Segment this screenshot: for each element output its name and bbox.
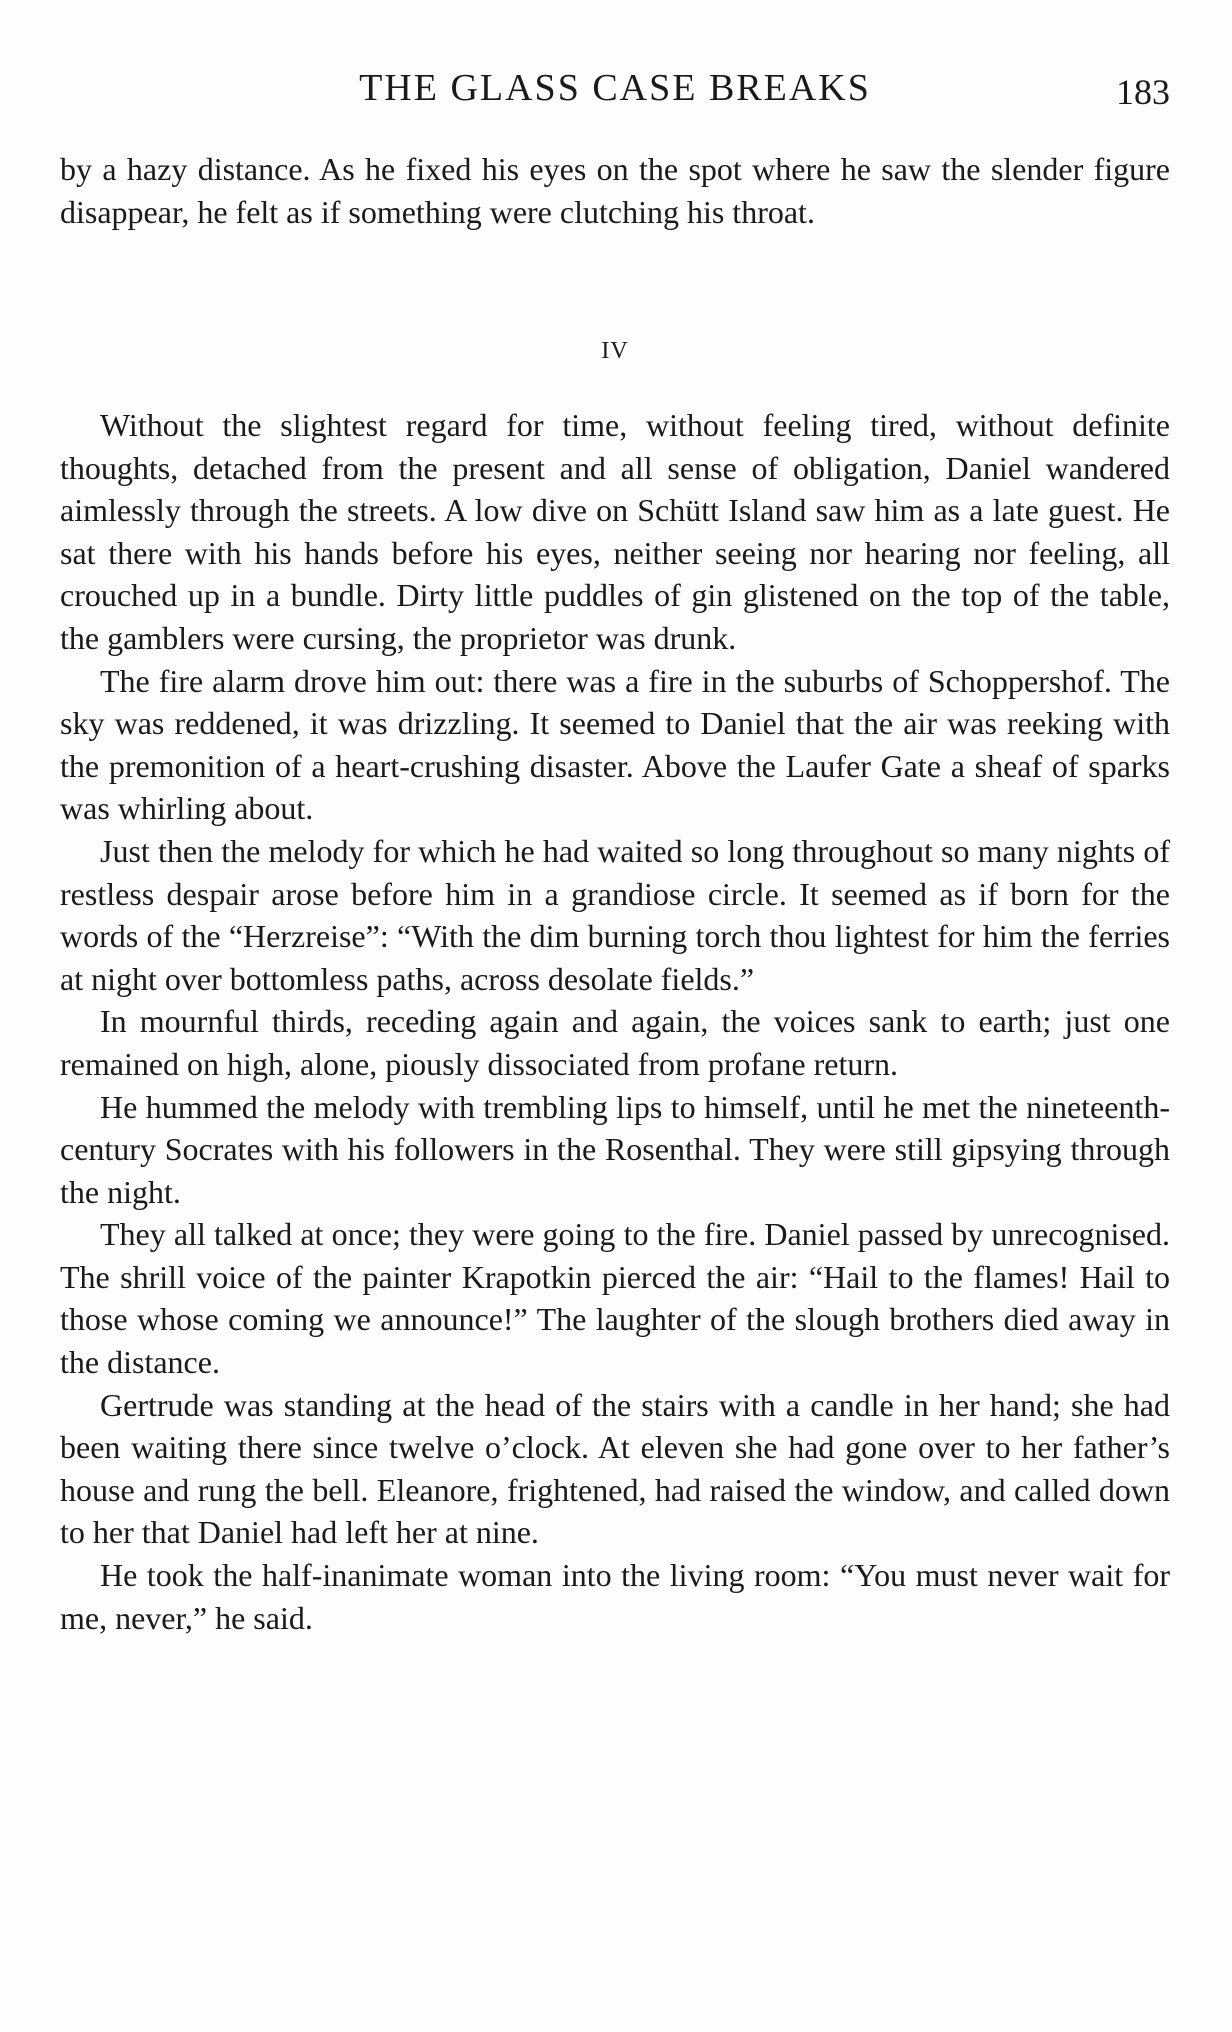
chapter-title: THE GLASS CASE BREAKS <box>359 67 871 109</box>
section-heading: IV <box>601 338 629 364</box>
running-head <box>60 64 1170 112</box>
page-number: 183 <box>1116 72 1170 112</box>
paragraph: They all talked at once; they were going to the fire. Daniel passed by unrecognised. The shrill voice of the painter Krapotkin pierced the air: “Hail to the flames! Hail to those whose coming we announce!” The laughter of the slough brothers died away in the distance. <box>60 1216 1170 1381</box>
section-body <box>60 404 1170 1639</box>
paragraph: Just then the melody for which he had waited so long throughout so many nights of restless despair arose before him in a grandiose circle. It seemed as if born for the words of the “Herzreise”: “With the dim burning torch thou lightest for him the ferries at night over bottomless paths, across desolate fields.” <box>60 832 1170 997</box>
paragraph: Gertrude was standing at the head of the stairs with a candle in her hand; she had been waiting there since twelve o’clock. At eleven she had gone over to her father’s house and rung the bell. Eleanore, frightened, had raised the window, and called down to her that Daniel had left her at nine. <box>60 1386 1170 1551</box>
continued-paragraph: by a hazy distance. As he fixed his eyes on the spot where he saw the slender figure disappear, he felt as if something were clutching his throat. <box>60 151 1170 230</box>
paragraph: In mournful thirds, receding again and again, the voices sank to earth; just one remained on high, alone, piously dissociated from profane return. <box>60 1003 1170 1082</box>
paragraph: Without the slightest regard for time, without feeling tired, without definite thoughts, detached from the present and all sense of obligation, Daniel wandered aimlessly through the streets. A low dive on Schütt Island saw him as a late guest. He sat there with his hands before his eyes, neither seeing nor hearing nor feeling, all crouched up in a bundle. Dirty little puddles of gin glistened on the top of the table, the gamblers were cursing, the proprietor was drunk. <box>60 407 1170 656</box>
paragraph: He hummed the melody with trembling lips to himself, until he met the nineteenth-century Socrates with his followers in the Rosenthal. They were still gipsying through the night. <box>60 1088 1170 1210</box>
continued-paragraph-block <box>60 148 1170 233</box>
paragraph: The fire alarm drove him out: there was a fire in the suburbs of Schoppershof. The sky was reddened, it was drizzling. It seemed to Daniel that the air was reeking with the premonition of a heart-crushing disaster. Above the Laufer Gate a sheaf of sparks was whirling about. <box>60 662 1170 827</box>
paragraph: He took the half-inanimate woman into the living room: “You must never wait for me, never,” he said. <box>60 1557 1170 1636</box>
